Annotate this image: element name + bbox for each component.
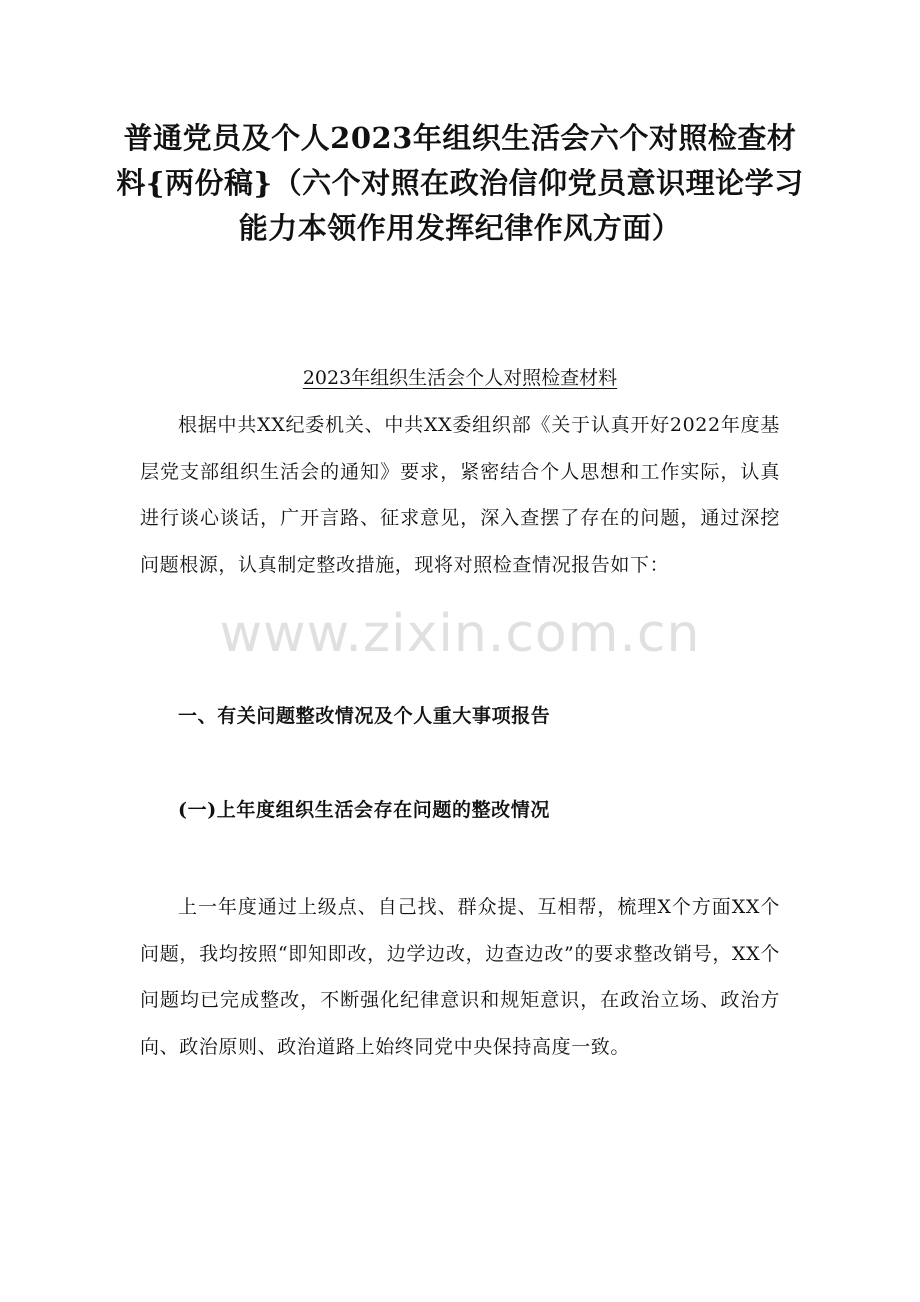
site-watermark: www.zixin.com.cn (219, 604, 701, 664)
rectification-paragraph: 上一年度通过上级点、自己找、群众提、互相帮，梳理X个方面XX个问题，我均按照“即知即改，边学边改，边查边改”的要求整改销号，XX个问题均已完成整改，不断强化纪律意识和规矩意识，在政治立场、政治方向、政治原则、政治道路上始终同党中央保持高度一致。 (140, 896, 780, 1058)
heading-issues-rectification: 一、有关问题整改情况及个人重大事项报告 (178, 705, 551, 727)
intro-paragraph: 根据中共XX纪委机关、中共XX委组织部《关于认真开好2022年度基层党支部组织生活会的通知》要求，紧密结合个人思想和工作实际，认真进行谈心谈话，广开言路、征求意见，深入查摆了存在的问题，通过深挖问题根源，认真制定整改措施，现将对照检查情况报告如下： (140, 414, 780, 576)
subtitle-text: 2023年组织生活会个人对照检查材料 (302, 367, 618, 389)
document-title: 普通党员及个人2023年组织生活会六个对照检查材料{两份稿}（六个对照在政治信仰党员意识理论学习能力本领作用发挥纪律作风方面） (116, 121, 804, 245)
heading-last-year-rectification: (一)上年度组织生活会存在问题的整改情况 (178, 799, 550, 821)
section-subtitle (0, 364, 920, 392)
